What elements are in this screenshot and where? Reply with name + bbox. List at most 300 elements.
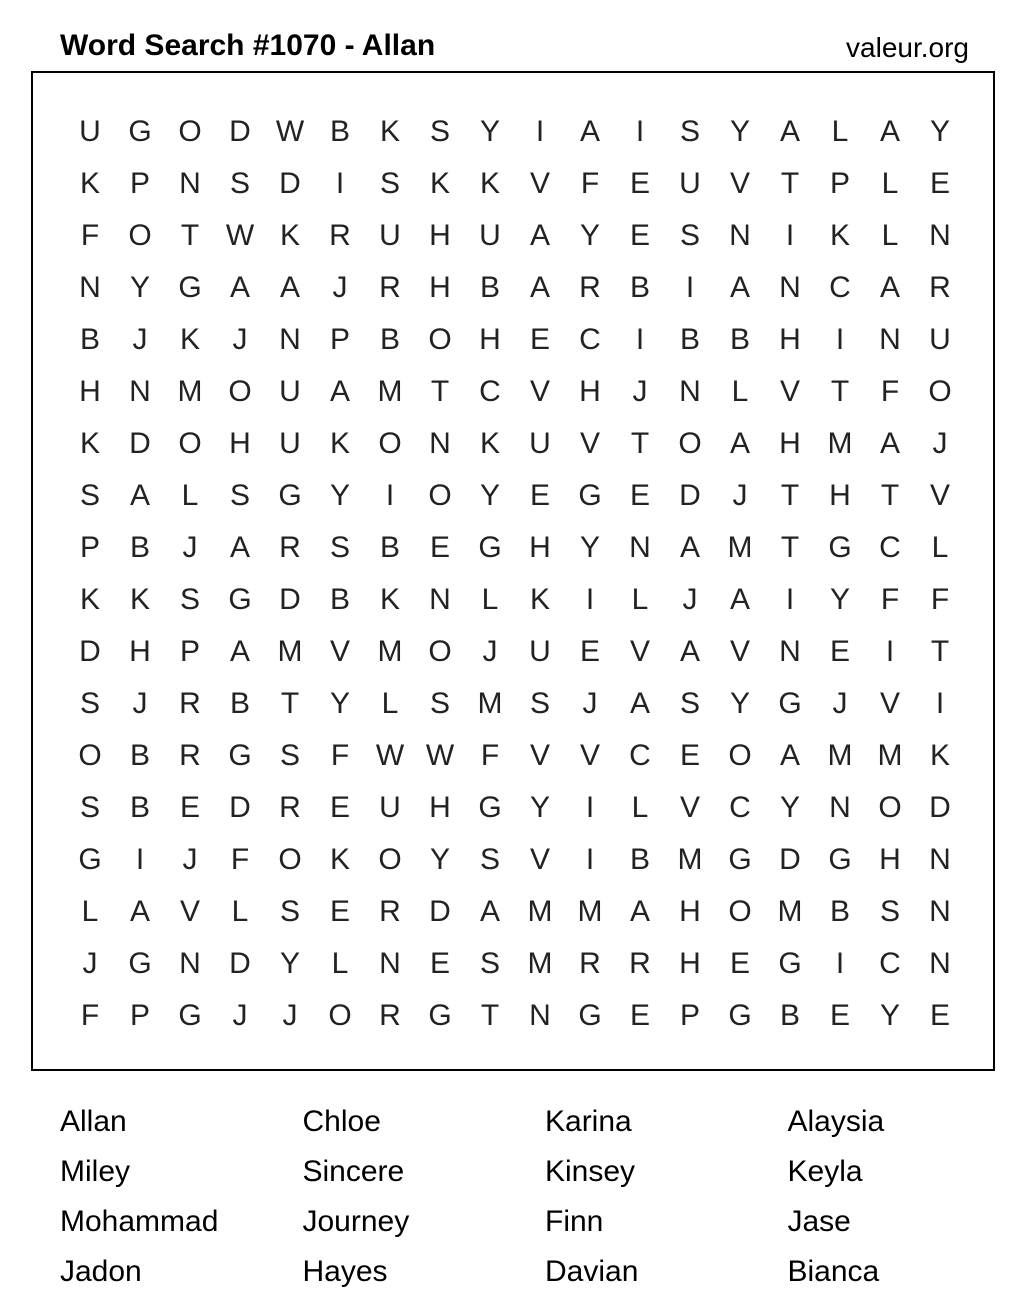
grid-letter: H bbox=[679, 895, 701, 928]
grid-letter: E bbox=[579, 635, 600, 668]
grid-letter: T bbox=[880, 479, 900, 512]
grid-letter: N bbox=[529, 999, 551, 1032]
grid-letter: W bbox=[275, 115, 305, 148]
grid-letter: A bbox=[729, 583, 750, 616]
grid-letter: P bbox=[129, 167, 150, 200]
grid-letter: P bbox=[79, 531, 100, 564]
grid-letter: B bbox=[829, 895, 850, 928]
grid-letter: A bbox=[629, 895, 650, 928]
word-list-item: Keyla bbox=[787, 1155, 863, 1188]
grid-letter: B bbox=[679, 323, 700, 356]
grid-letter: H bbox=[429, 271, 451, 304]
grid-letter: S bbox=[429, 687, 450, 720]
grid-letter: V bbox=[679, 791, 700, 824]
grid-letter: V bbox=[579, 739, 600, 772]
grid-letter: A bbox=[479, 895, 500, 928]
grid-letter: A bbox=[629, 687, 650, 720]
grid-letter: I bbox=[585, 843, 595, 876]
grid-letter: M bbox=[677, 843, 703, 876]
grid-letter: R bbox=[279, 791, 301, 824]
grid-letter: K bbox=[379, 115, 400, 148]
grid-letter: N bbox=[79, 271, 101, 304]
grid-letter: G bbox=[178, 271, 202, 304]
grid-letter: E bbox=[629, 999, 650, 1032]
grid-letter: Y bbox=[579, 219, 600, 252]
grid-letter: K bbox=[479, 427, 500, 460]
grid-letter: P bbox=[679, 999, 700, 1032]
grid-letter: H bbox=[79, 375, 101, 408]
grid-letter: G bbox=[778, 947, 802, 980]
grid-letter: G bbox=[178, 999, 202, 1032]
grid-letter: Y bbox=[279, 947, 300, 980]
grid-letter: T bbox=[430, 375, 450, 408]
grid-letter: C bbox=[579, 323, 601, 356]
grid-letter: U bbox=[379, 791, 401, 824]
grid-letter: U bbox=[79, 115, 101, 148]
grid-letter: B bbox=[329, 115, 350, 148]
grid-letter: S bbox=[429, 115, 450, 148]
grid-letter: V bbox=[929, 479, 950, 512]
grid-letter: A bbox=[129, 895, 150, 928]
grid-letter: M bbox=[377, 635, 403, 668]
grid-letter: T bbox=[830, 375, 850, 408]
word-list-item: Alaysia bbox=[787, 1105, 885, 1138]
grid-letter: O bbox=[128, 219, 152, 252]
grid-letter: I bbox=[835, 323, 845, 356]
letter-grid bbox=[65, 106, 965, 1042]
grid-letter: S bbox=[479, 843, 500, 876]
grid-letter: H bbox=[779, 323, 801, 356]
grid-letter: D bbox=[229, 115, 251, 148]
grid-letter: F bbox=[80, 999, 100, 1032]
grid-letter: A bbox=[779, 115, 800, 148]
grid-letter: C bbox=[879, 531, 901, 564]
grid-letter: K bbox=[329, 843, 350, 876]
grid-letter: A bbox=[679, 635, 700, 668]
grid-letter: B bbox=[479, 271, 500, 304]
grid-letter: A bbox=[779, 739, 800, 772]
grid-letter: S bbox=[529, 687, 550, 720]
grid-letter: K bbox=[329, 427, 350, 460]
grid-letter: D bbox=[929, 791, 951, 824]
grid-letter: O bbox=[878, 791, 902, 824]
grid-letter: H bbox=[229, 427, 251, 460]
grid-letter: H bbox=[529, 531, 551, 564]
grid-letter: E bbox=[929, 167, 950, 200]
grid-letter: I bbox=[635, 115, 645, 148]
grid-letter: U bbox=[529, 635, 551, 668]
grid-letter: S bbox=[279, 739, 300, 772]
grid-letter: I bbox=[685, 271, 695, 304]
grid-letter: R bbox=[379, 999, 401, 1032]
grid-letter: N bbox=[779, 271, 801, 304]
grid-letter: D bbox=[429, 895, 451, 928]
word-list-item: Journey bbox=[302, 1205, 410, 1238]
grid-letter: B bbox=[779, 999, 800, 1032]
grid-letter: R bbox=[179, 687, 201, 720]
grid-letter: C bbox=[829, 271, 851, 304]
grid-letter: C bbox=[879, 947, 901, 980]
grid-letter: O bbox=[328, 999, 352, 1032]
grid-letter: L bbox=[231, 895, 249, 928]
grid-letter: O bbox=[428, 479, 452, 512]
grid-letter: G bbox=[778, 687, 802, 720]
grid-letter: K bbox=[529, 583, 550, 616]
grid-letter: G bbox=[578, 999, 602, 1032]
grid-letter: B bbox=[129, 531, 150, 564]
grid-letter: O bbox=[678, 427, 702, 460]
grid-letter: W bbox=[425, 739, 455, 772]
grid-letter: B bbox=[129, 739, 150, 772]
word-list-item: Karina bbox=[545, 1105, 632, 1138]
grid-letter: J bbox=[82, 947, 98, 980]
grid-letter: E bbox=[529, 479, 550, 512]
grid-letter: V bbox=[529, 739, 550, 772]
grid-letter: U bbox=[929, 323, 951, 356]
word-list-item: Jadon bbox=[60, 1255, 142, 1288]
grid-letter: A bbox=[229, 635, 250, 668]
grid-letter: J bbox=[182, 843, 198, 876]
grid-letter: L bbox=[931, 531, 949, 564]
grid-letter: L bbox=[831, 115, 849, 148]
grid-letter: V bbox=[329, 635, 350, 668]
grid-letter: U bbox=[279, 375, 301, 408]
grid-letter: J bbox=[482, 635, 498, 668]
grid-letter: Y bbox=[579, 531, 600, 564]
grid-letter: Y bbox=[129, 271, 150, 304]
grid-letter: J bbox=[282, 999, 298, 1032]
grid-letter: S bbox=[679, 115, 700, 148]
grid-letter: F bbox=[480, 739, 500, 772]
grid-letter: N bbox=[179, 947, 201, 980]
grid-letter: Y bbox=[829, 583, 850, 616]
grid-letter: Y bbox=[329, 687, 350, 720]
grid-letter: G bbox=[128, 115, 152, 148]
grid-letter: I bbox=[835, 947, 845, 980]
grid-letter: O bbox=[178, 427, 202, 460]
grid-letter: D bbox=[279, 167, 301, 200]
grid-letter: R bbox=[929, 271, 951, 304]
grid-letter: T bbox=[280, 687, 300, 720]
grid-letter: N bbox=[929, 843, 951, 876]
grid-letter: L bbox=[881, 219, 899, 252]
grid-letter: N bbox=[829, 791, 851, 824]
grid-letter: F bbox=[80, 219, 100, 252]
grid-letter: P bbox=[329, 323, 350, 356]
grid-letter: O bbox=[428, 635, 452, 668]
grid-letter: J bbox=[132, 323, 148, 356]
grid-letter: H bbox=[829, 479, 851, 512]
grid-letter: G bbox=[78, 843, 102, 876]
grid-letter: A bbox=[279, 271, 300, 304]
grid-letter: V bbox=[629, 635, 650, 668]
grid-letter: V bbox=[179, 895, 200, 928]
grid-letter: H bbox=[429, 791, 451, 824]
grid-letter: T bbox=[780, 479, 800, 512]
grid-letter: O bbox=[178, 115, 202, 148]
grid-letter: B bbox=[629, 271, 650, 304]
grid-letter: Y bbox=[479, 115, 500, 148]
grid-letter: N bbox=[729, 219, 751, 252]
grid-letter: D bbox=[79, 635, 101, 668]
grid-letter: K bbox=[829, 219, 850, 252]
grid-letter: R bbox=[279, 531, 301, 564]
grid-letter: B bbox=[129, 791, 150, 824]
grid-letter: V bbox=[529, 167, 550, 200]
grid-letter: R bbox=[629, 947, 651, 980]
grid-letter: E bbox=[329, 895, 350, 928]
letter-grid-frame bbox=[31, 71, 995, 1071]
grid-letter: E bbox=[629, 167, 650, 200]
grid-letter: D bbox=[229, 947, 251, 980]
grid-letter: S bbox=[229, 479, 250, 512]
grid-letter: A bbox=[729, 271, 750, 304]
grid-letter: G bbox=[828, 531, 852, 564]
grid-letter: R bbox=[579, 271, 601, 304]
grid-letter: P bbox=[179, 635, 200, 668]
grid-letter: W bbox=[225, 219, 255, 252]
grid-letter: S bbox=[179, 583, 200, 616]
word-list-item: Hayes bbox=[302, 1255, 388, 1288]
grid-letter: H bbox=[779, 427, 801, 460]
grid-letter: G bbox=[728, 999, 752, 1032]
grid-letter: N bbox=[679, 375, 701, 408]
grid-letter: B bbox=[79, 323, 100, 356]
grid-letter: P bbox=[829, 167, 850, 200]
grid-letter: C bbox=[729, 791, 751, 824]
grid-letter: Y bbox=[729, 115, 750, 148]
grid-letter: C bbox=[629, 739, 651, 772]
grid-letter: G bbox=[128, 947, 152, 980]
grid-letter: O bbox=[228, 375, 252, 408]
grid-letter: Y bbox=[879, 999, 900, 1032]
grid-letter: K bbox=[79, 583, 100, 616]
grid-letter: Y bbox=[329, 479, 350, 512]
grid-letter: I bbox=[785, 219, 795, 252]
grid-letter: F bbox=[930, 583, 950, 616]
grid-letter: I bbox=[785, 583, 795, 616]
grid-letter: M bbox=[527, 947, 553, 980]
grid-letter: N bbox=[129, 375, 151, 408]
grid-letter: E bbox=[929, 999, 950, 1032]
grid-letter: E bbox=[529, 323, 550, 356]
grid-letter: S bbox=[329, 531, 350, 564]
grid-letter: M bbox=[577, 895, 603, 928]
grid-letter: M bbox=[777, 895, 803, 928]
grid-letter: O bbox=[378, 427, 402, 460]
grid-letter: V bbox=[729, 635, 750, 668]
grid-letter: J bbox=[732, 479, 748, 512]
grid-letter: N bbox=[629, 531, 651, 564]
grid-letter: M bbox=[877, 739, 903, 772]
grid-letter: M bbox=[477, 687, 503, 720]
grid-letter: G bbox=[278, 479, 302, 512]
grid-letter: T bbox=[780, 167, 800, 200]
grid-letter: O bbox=[78, 739, 102, 772]
grid-letter: K bbox=[929, 739, 950, 772]
grid-letter: S bbox=[279, 895, 300, 928]
grid-letter: I bbox=[585, 583, 595, 616]
grid-letter: F bbox=[330, 739, 350, 772]
word-list-item: Kinsey bbox=[545, 1155, 636, 1188]
word-list-item: Finn bbox=[545, 1205, 604, 1238]
grid-letter: A bbox=[579, 115, 600, 148]
grid-letter: I bbox=[585, 791, 595, 824]
grid-letter: O bbox=[728, 739, 752, 772]
grid-letter: B bbox=[229, 687, 250, 720]
grid-letter: H bbox=[129, 635, 151, 668]
grid-letter: M bbox=[277, 635, 303, 668]
grid-letter: S bbox=[379, 167, 400, 200]
grid-letter: B bbox=[329, 583, 350, 616]
grid-letter: G bbox=[828, 843, 852, 876]
grid-letter: I bbox=[385, 479, 395, 512]
grid-letter: N bbox=[879, 323, 901, 356]
grid-letter: R bbox=[379, 271, 401, 304]
grid-letter: A bbox=[729, 427, 750, 460]
grid-letter: Y bbox=[729, 687, 750, 720]
grid-letter: E bbox=[729, 947, 750, 980]
grid-letter: J bbox=[182, 531, 198, 564]
grid-letter: F bbox=[580, 167, 600, 200]
grid-letter: J bbox=[932, 427, 948, 460]
word-list-item: Bianca bbox=[787, 1255, 880, 1288]
site-name: valeur.org bbox=[846, 32, 969, 63]
grid-letter: S bbox=[229, 167, 250, 200]
grid-letter: F bbox=[230, 843, 250, 876]
grid-letter: S bbox=[679, 687, 700, 720]
word-list-item: Miley bbox=[60, 1155, 131, 1188]
grid-letter: K bbox=[379, 583, 400, 616]
grid-letter: A bbox=[229, 271, 250, 304]
grid-letter: F bbox=[880, 583, 900, 616]
grid-letter: C bbox=[479, 375, 501, 408]
grid-letter: R bbox=[579, 947, 601, 980]
grid-letter: E bbox=[829, 635, 850, 668]
grid-letter: Y bbox=[779, 791, 800, 824]
grid-letter: A bbox=[529, 271, 550, 304]
grid-letter: H bbox=[879, 843, 901, 876]
grid-letter: A bbox=[879, 427, 900, 460]
grid-letter: N bbox=[929, 895, 951, 928]
word-list bbox=[60, 1097, 1030, 1297]
grid-letter: R bbox=[379, 895, 401, 928]
grid-letter: A bbox=[229, 531, 250, 564]
grid-letter: Y bbox=[529, 791, 550, 824]
grid-letter: M bbox=[377, 375, 403, 408]
word-list-item: Allan bbox=[60, 1105, 127, 1138]
grid-letter: G bbox=[728, 843, 752, 876]
grid-letter: I bbox=[885, 635, 895, 668]
grid-letter: U bbox=[279, 427, 301, 460]
grid-letter: N bbox=[379, 947, 401, 980]
grid-letter: L bbox=[481, 583, 499, 616]
word-list-item: Jase bbox=[787, 1205, 851, 1238]
grid-letter: H bbox=[679, 947, 701, 980]
grid-letter: F bbox=[880, 375, 900, 408]
grid-letter: T bbox=[180, 219, 200, 252]
grid-letter: S bbox=[879, 895, 900, 928]
grid-letter: L bbox=[331, 947, 349, 980]
grid-letter: K bbox=[479, 167, 500, 200]
grid-letter: T bbox=[630, 427, 650, 460]
grid-letter: V bbox=[879, 687, 900, 720]
grid-letter: D bbox=[279, 583, 301, 616]
grid-letter: N bbox=[429, 427, 451, 460]
grid-letter: I bbox=[535, 115, 545, 148]
grid-letter: H bbox=[579, 375, 601, 408]
grid-letter: U bbox=[529, 427, 551, 460]
grid-letter: N bbox=[929, 219, 951, 252]
grid-letter: D bbox=[129, 427, 151, 460]
grid-letter: K bbox=[429, 167, 450, 200]
grid-letter: G bbox=[578, 479, 602, 512]
grid-letter: W bbox=[375, 739, 405, 772]
grid-letter: N bbox=[429, 583, 451, 616]
grid-letter: E bbox=[629, 479, 650, 512]
grid-letter: G bbox=[428, 999, 452, 1032]
grid-letter: J bbox=[582, 687, 598, 720]
grid-letter: B bbox=[629, 843, 650, 876]
grid-letter: J bbox=[832, 687, 848, 720]
grid-letter: N bbox=[779, 635, 801, 668]
grid-letter: E bbox=[629, 219, 650, 252]
grid-letter: O bbox=[928, 375, 952, 408]
grid-letter: E bbox=[679, 739, 700, 772]
grid-letter: I bbox=[135, 843, 145, 876]
grid-letter: U bbox=[479, 219, 501, 252]
word-list-item: Sincere bbox=[302, 1155, 405, 1188]
grid-letter: A bbox=[529, 219, 550, 252]
grid-letter: L bbox=[631, 583, 649, 616]
grid-letter: P bbox=[129, 999, 150, 1032]
grid-letter: J bbox=[232, 323, 248, 356]
grid-letter: H bbox=[429, 219, 451, 252]
grid-letter: S bbox=[79, 687, 100, 720]
grid-letter: B bbox=[729, 323, 750, 356]
grid-letter: H bbox=[479, 323, 501, 356]
grid-letter: B bbox=[379, 323, 400, 356]
grid-letter: O bbox=[428, 323, 452, 356]
grid-letter: G bbox=[478, 531, 502, 564]
grid-letter: A bbox=[879, 115, 900, 148]
grid-letter: I bbox=[935, 687, 945, 720]
grid-letter: Y bbox=[479, 479, 500, 512]
grid-letter: V bbox=[579, 427, 600, 460]
grid-letter: M bbox=[177, 375, 203, 408]
grid-letter: E bbox=[429, 531, 450, 564]
grid-letter: K bbox=[79, 427, 100, 460]
grid-letter: G bbox=[228, 583, 252, 616]
grid-letter: M bbox=[727, 531, 753, 564]
grid-letter: M bbox=[827, 739, 853, 772]
grid-letter: A bbox=[329, 375, 350, 408]
grid-letter: S bbox=[679, 219, 700, 252]
grid-letter: A bbox=[129, 479, 150, 512]
grid-letter: D bbox=[679, 479, 701, 512]
puzzle-title: Word Search #1070 - Allan bbox=[60, 29, 436, 62]
grid-letter: G bbox=[228, 739, 252, 772]
grid-letter: J bbox=[682, 583, 698, 616]
grid-letter: T bbox=[780, 531, 800, 564]
grid-letter: I bbox=[635, 323, 645, 356]
grid-letter: I bbox=[335, 167, 345, 200]
grid-letter: E bbox=[329, 791, 350, 824]
grid-letter: E bbox=[179, 791, 200, 824]
grid-letter: O bbox=[378, 843, 402, 876]
grid-letter: O bbox=[278, 843, 302, 876]
grid-letter: A bbox=[879, 271, 900, 304]
